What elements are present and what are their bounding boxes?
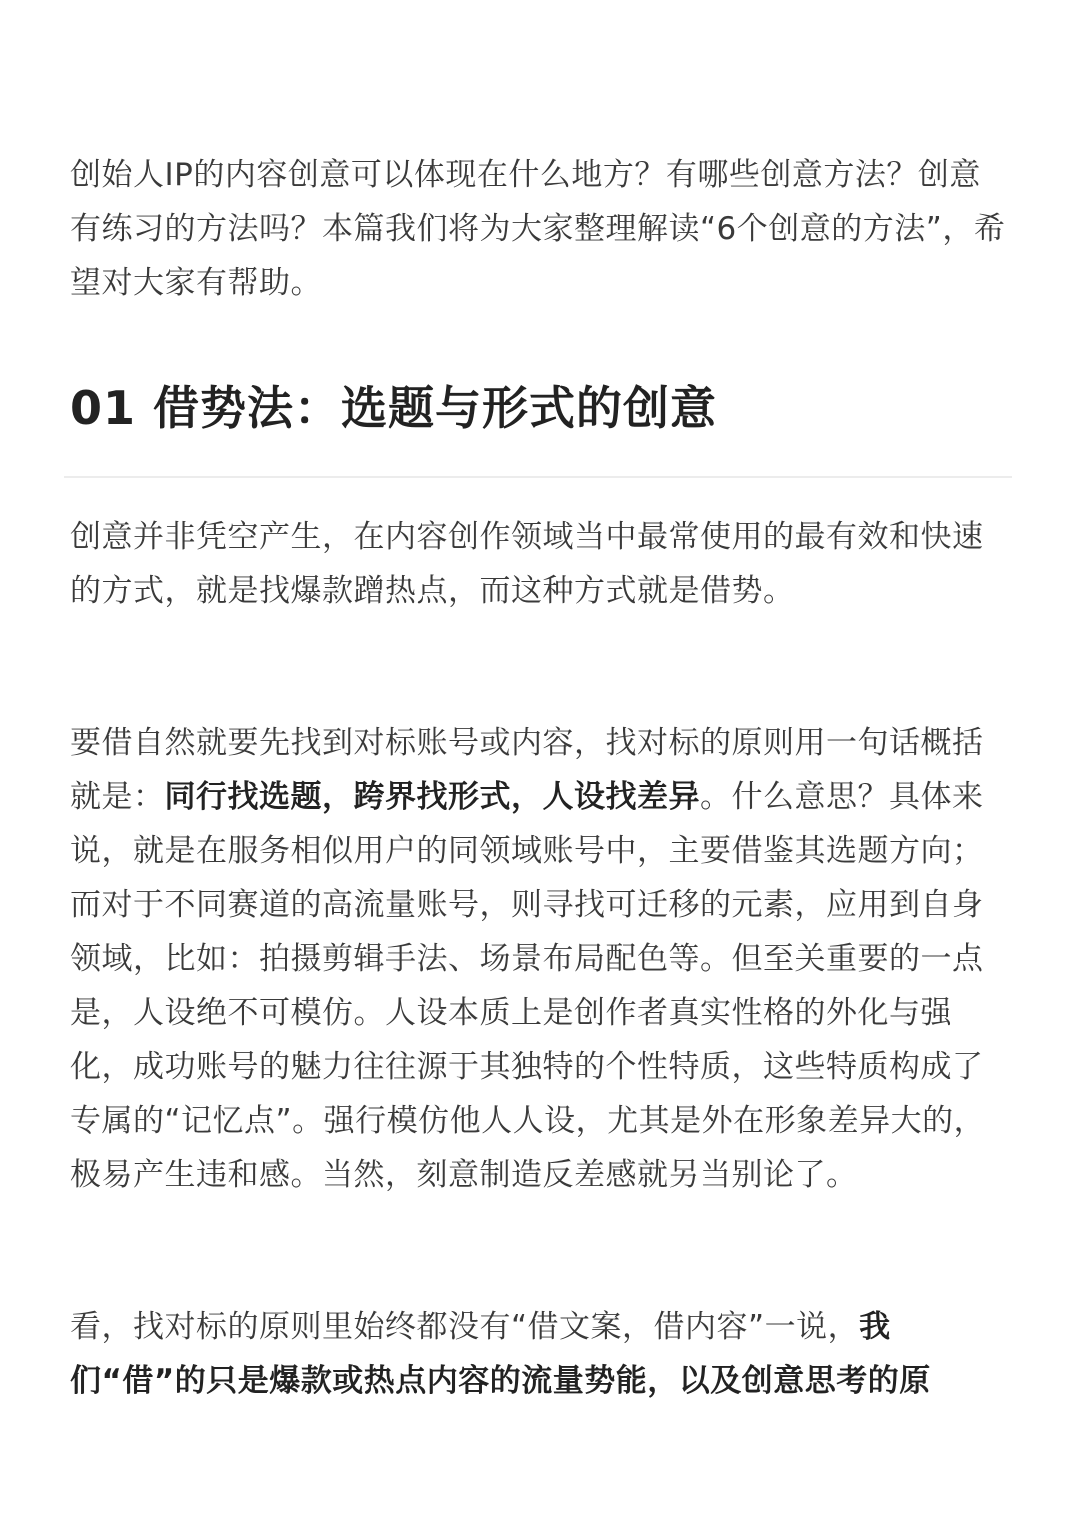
bold-principle: 同行找选题，跨界找形式，人设找差异 <box>164 779 700 815</box>
paragraph-text: 。什么意思？具体来说，就是在服务相似用户的同领域账号中，主要借鉴其选题方向；而对于不同赛道的高流量账号，则寻找可迁移的元素，应用到自身领域，比如：拍摄剪辑手法、场景布局配色等。但至关重要的一点是，人设绝不可模仿。人设本质上是创作者真实性格的外化与强化，成功账号的魅力往往源于其独特的个性特质，这些特质构成了专属的“记忆点”。强行模仿他人人设，尤其是外在形象差异大的，极易产生违和感。当然，刻意制造反差感就另当别论了。 <box>70 779 986 1193</box>
heading-divider <box>64 476 1012 478</box>
section-heading: 01 借势法：选题与形式的创意 <box>70 381 718 435</box>
paragraph-benchmark-principle <box>70 716 1010 1202</box>
article-body <box>70 148 1010 1408</box>
bold-statement: 我们“借”的只是爆款或热点内容的流量势能，以及创意思考的原 <box>70 1309 931 1399</box>
paragraph-borrowing-intro: 创意并非凭空产生，在内容创作领域当中最常使用的最有效和快速的方式，就是找爆款蹭热点，而这种方式就是借势。 <box>70 519 984 609</box>
intro-paragraph: 创始人IP的内容创意可以体现在什么地方？有哪些创意方法？创意有练习的方法吗？本篇我们将为大家整理解读“6个创意的方法”，希望对大家有帮助。 <box>70 157 1006 301</box>
paragraph-borrow-traffic <box>70 1300 1010 1408</box>
paragraph-text: 看，找对标的原则里始终都没有“借文案，借内容”一说， <box>70 1309 860 1345</box>
paragraph-text: 要借自然就要先找到对标账号或内容，找对标的原则用一句话概括就是： <box>70 725 984 815</box>
